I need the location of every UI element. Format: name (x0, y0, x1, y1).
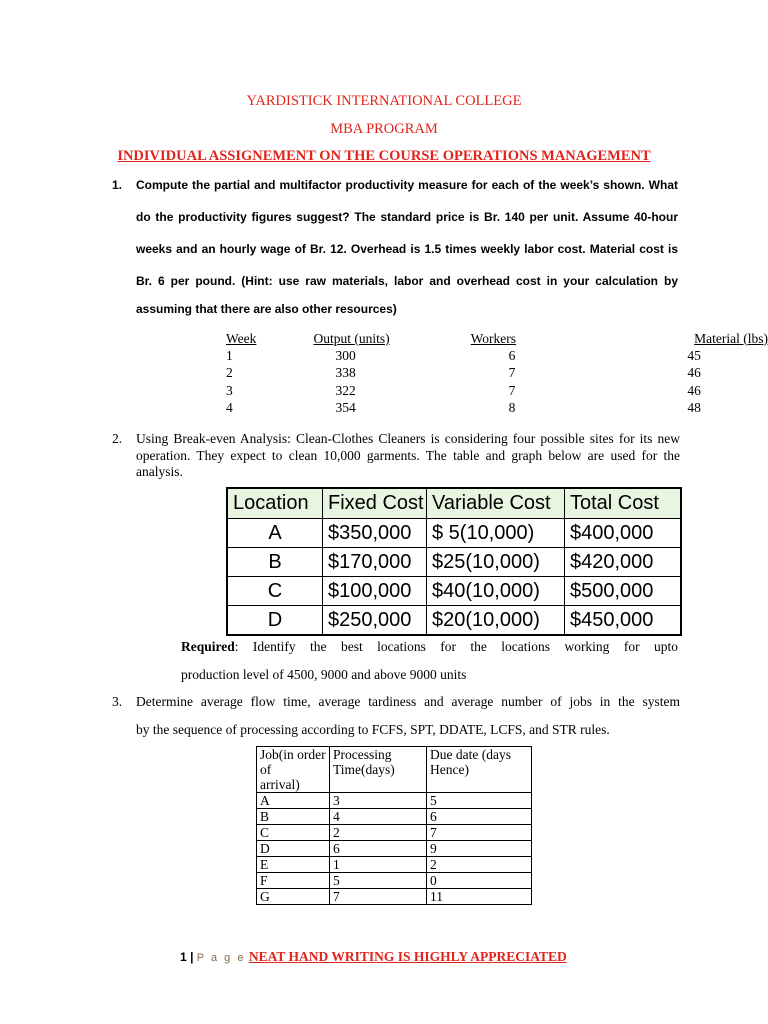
job-header-line-2: arrival) (260, 777, 300, 792)
page-separator: | (190, 950, 194, 964)
productivity-table (214, 330, 768, 416)
job-cell: C (257, 825, 330, 841)
question-1-number: 1. (112, 178, 123, 192)
col-workers-header: Workers (470, 330, 517, 346)
table-row (257, 873, 532, 889)
question-3-line-1: Determine average flow time, average tardiness and average number of jobs in the system (136, 694, 680, 709)
variable-cost-cell: $40(10,000) (426, 577, 564, 605)
program-name: MBA PROGRAM (330, 121, 438, 137)
output-cell: 354 (335, 399, 356, 415)
required-label: Required (181, 639, 235, 654)
due-date-cell: 2 (427, 857, 532, 873)
processing-cell: 6 (330, 841, 427, 857)
total-cost-cell: $500,000 (564, 577, 676, 605)
table-row (214, 382, 768, 399)
col-variable-cost-header: Variable Cost (426, 489, 564, 518)
total-cost-cell: $450,000 (564, 606, 676, 634)
table-row (214, 347, 768, 364)
due-date-cell: 6 (427, 809, 532, 825)
location-cell: D (267, 608, 283, 631)
page-number: 1 (180, 950, 187, 964)
break-even-table (226, 487, 682, 636)
assignment-title: INDIVIDUAL ASSIGNEMENT ON THE COURSE OPERATIONS MANAGEMENT (117, 148, 651, 164)
material-cell: 46 (687, 365, 701, 381)
handwriting-note: NEAT HAND WRITING IS HIGHLY APPRECIATED (248, 949, 567, 964)
job-cell: E (257, 857, 330, 873)
job-cell: G (257, 889, 330, 905)
workers-cell: 8 (508, 399, 516, 415)
fixed-cost-cell: $350,000 (322, 519, 426, 547)
processing-cell: 5 (330, 873, 427, 889)
table-header-row (228, 489, 680, 518)
table-row (228, 547, 680, 576)
question-1-line-4: Br. 6 per pound. (Hint: use raw materials, labor and overhead cost in your calculation by (136, 274, 678, 288)
question-1-line-2: do the productivity figures suggest? The standard price is Br. 140 per unit. Assume 40-hour (136, 210, 678, 224)
table-row (257, 809, 532, 825)
question-2-number: 2. (112, 431, 123, 446)
total-cost-cell: $420,000 (564, 548, 676, 576)
due-date-cell: 9 (427, 841, 532, 857)
material-cell: 46 (687, 382, 701, 398)
page-footer (180, 949, 567, 965)
table-row (228, 576, 680, 605)
fixed-cost-cell: $170,000 (322, 548, 426, 576)
table-row (257, 889, 532, 905)
page-word: P a g e (196, 952, 246, 964)
col-location-header: Location (233, 492, 309, 514)
workers-cell: 7 (508, 365, 516, 381)
table-row (257, 793, 532, 809)
week-cell: 3 (226, 382, 233, 398)
processing-cell: 1 (330, 857, 427, 873)
required-line-2: production level of 4500, 9000 and above 9000 units (181, 667, 467, 682)
job-cell: B (257, 809, 330, 825)
col-job-header (257, 747, 330, 793)
question-2-text: Using Break-even Analysis: Clean-Clothes Cleaners is considering four possible sites for its new operation. They expect to clean 10,000 garments. The table and graph below are used for the analysis. (136, 431, 680, 479)
required-text-1: : Identify the best locations for the locations working for upto (234, 639, 678, 654)
material-cell: 48 (687, 399, 701, 415)
workers-cell: 6 (508, 347, 516, 363)
due-date-cell: 0 (427, 873, 532, 889)
fixed-cost-cell: $100,000 (322, 577, 426, 605)
col-output-header: Output (units) (313, 330, 390, 346)
table-header-row (257, 747, 532, 793)
total-cost-cell: $400,000 (564, 519, 676, 547)
due-date-cell: 7 (427, 825, 532, 841)
job-cell: A (257, 793, 330, 809)
required-line-1 (181, 639, 678, 655)
workers-cell: 7 (508, 382, 516, 398)
job-cell: D (257, 841, 330, 857)
processing-cell: 4 (330, 809, 427, 825)
location-cell: C (267, 579, 283, 602)
due-date-cell: 11 (427, 889, 532, 905)
processing-cell: 7 (330, 889, 427, 905)
processing-cell: 3 (330, 793, 427, 809)
col-week-header: Week (226, 330, 257, 346)
processing-header-line-1: Processing (333, 747, 392, 762)
due-header-line-1: Due date (days (430, 747, 511, 762)
variable-cost-cell: $25(10,000) (426, 548, 564, 576)
output-cell: 322 (335, 382, 356, 398)
week-cell: 1 (226, 347, 233, 363)
week-cell: 4 (226, 399, 233, 415)
output-cell: 338 (335, 365, 356, 381)
output-cell: 300 (335, 347, 356, 363)
question-1-line-5: assuming that there are also other resources) (136, 302, 397, 316)
job-cell: F (257, 873, 330, 889)
material-cell: 45 (687, 347, 701, 363)
col-material-header: Material (lbs) (694, 330, 768, 346)
variable-cost-cell: $20(10,000) (426, 606, 564, 634)
table-row (228, 605, 680, 634)
question-3-number: 3. (112, 694, 123, 709)
col-total-cost-header: Total Cost (564, 489, 676, 518)
table-row (214, 365, 768, 382)
week-cell: 2 (226, 365, 233, 381)
table-row (214, 399, 768, 416)
question-1-line-3: weeks and an hourly wage of Br. 12. Overhead is 1.5 times weekly labor cost. Material cost is (136, 242, 678, 256)
processing-cell: 2 (330, 825, 427, 841)
table-header-row (214, 330, 768, 347)
table-row (228, 518, 680, 547)
table-row (257, 841, 532, 857)
question-1-line-1: Compute the partial and multifactor productivity measure for each of the week’s shown. What (136, 178, 678, 192)
location-cell: A (268, 521, 282, 544)
col-fixed-cost-header: Fixed Cost (322, 489, 426, 518)
due-date-cell: 5 (427, 793, 532, 809)
col-processing-header (330, 747, 427, 793)
question-3-line-2: by the sequence of processing according to FCFS, SPT, DDATE, LCFS, and STR rules. (136, 722, 610, 737)
college-name: YARDISTICK INTERNATIONAL COLLEGE (246, 93, 522, 109)
processing-header-line-2: Time(days) (333, 762, 395, 777)
location-cell: B (268, 550, 282, 573)
col-due-date-header (427, 747, 532, 793)
fixed-cost-cell: $250,000 (322, 606, 426, 634)
table-row (257, 825, 532, 841)
variable-cost-cell: $ 5(10,000) (426, 519, 564, 547)
job-header-line-1: Job(in order of (260, 747, 326, 777)
table-row (257, 857, 532, 873)
due-header-line-2: Hence) (430, 762, 469, 777)
jobs-table (256, 746, 532, 905)
